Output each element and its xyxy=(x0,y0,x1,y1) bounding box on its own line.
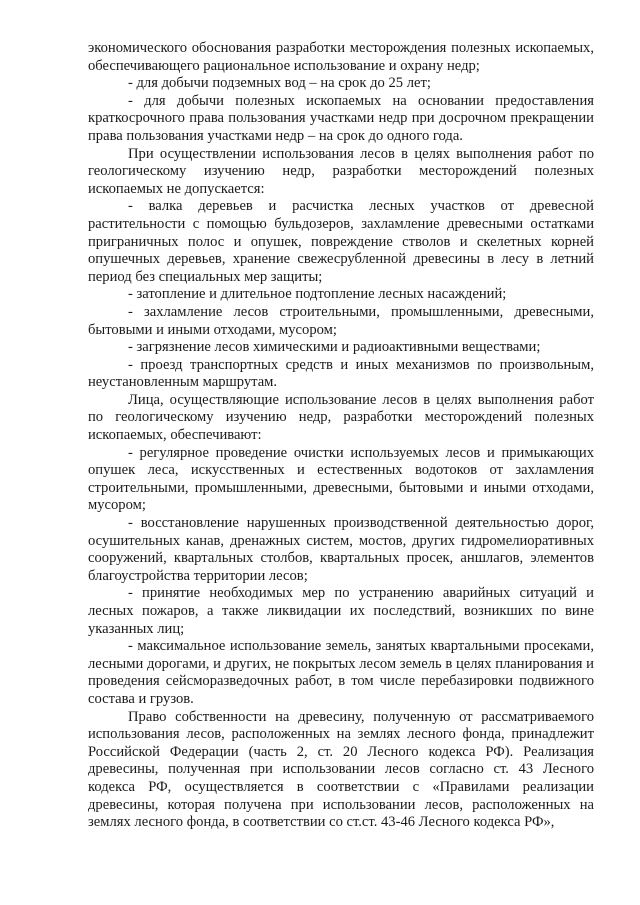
list-item-cleaning: - регулярное проведение очистки используемых лесов и примыкающих опушек леса, искусственных и естественных водотоков от захламления строительными, промышленными, древесными, бытовыми и иными отходами, мусором; xyxy=(88,444,594,514)
list-item-felling: - валка деревьев и расчистка лесных участков от древесной растительности с помощью бульдозеров, захламление древесными остатками приграничных полос и опушек, повреждение стволов и скелетных корней опушечных деревьев, хранение свежесрубленной древесины в лесу в летний период без специальных мер защиты; xyxy=(88,198,594,285)
list-item-flooding: - затопление и длительное подтопление лесных насаждений; xyxy=(128,286,507,303)
list-item-emergency: - принятие необходимых мер по устранению аварийных ситуаций и лесных пожаров, а также ликвидации их последствий, возникших по вине указанных лиц; xyxy=(88,585,594,637)
list-item-groundwater: - для добычи подземных вод – на срок до 25 лет; xyxy=(128,75,431,92)
list-item-land-use: - максимальное использование земель, занятых квартальными просеками, лесными дорогами, и других, не покрытых лесом земель в целях планирования и проведения сейсморазведочных работ, в том числе перебазировки подвижного состава и грузов. xyxy=(88,638,594,707)
list-item-vehicles: - проезд транспортных средств и иных механизмов по произвольным, неустановленным маршрутам. xyxy=(88,356,594,391)
paragraph-prohibitions-intro: При осуществлении использования лесов в целях выполнения работ по геологическому изучению недр, разработки месторождений полезных ископаемых не допускается: xyxy=(88,145,594,197)
list-item-pollution: - загрязнение лесов химическими и радиоактивными веществами; xyxy=(128,339,541,356)
paragraph-obligations-intro: Лица, осуществляющие использование лесов в целях выполнения работ по геологическому изучению недр, разработки месторождений полезных ископаемых, обеспечивают: xyxy=(88,391,594,444)
list-item-short-term: - для добычи полезных ископаемых на основании предоставления краткосрочного права пользования участками недр при досрочном прекращении права пользования участками недр – на срок до одного года. xyxy=(88,92,594,144)
paragraph-ownership: Право собственности на древесину, полученную от рассматриваемого использования лесов, расположенных на землях лесного фонда, принадлежит Российской Федерации (часть 2, ст. 20 Лесного кодекса РФ). Реализация древесины, полученная при использовании лесов согласно ст. 43 Лесного кодекса РФ, осуществляется в соответствии с «Правилами реализации древесины, которая получена при использовании лесов, расположенных на землях лесного фонда, в соответствии со ст.ст. 43-46 Лесного кодекса РФ», xyxy=(88,708,594,831)
list-item-restoration: - восстановление нарушенных производственной деятельностью дорог, осушительных канав, дренажных систем, мостов, других гидромелиоративных сооружений, квартальных столбов, квартальных просек, аншлагов, элементов благоустройства территории лесов; xyxy=(88,515,594,584)
document-page xyxy=(88,40,594,832)
list-item-littering: - захламление лесов строительными, промышленными, древесными, бытовыми и иными отходами, мусором; xyxy=(88,303,594,338)
paragraph-continuation: экономического обоснования разработки месторождения полезных ископаемых, обеспечивающего рациональное использование и охрану недр; xyxy=(88,40,594,74)
